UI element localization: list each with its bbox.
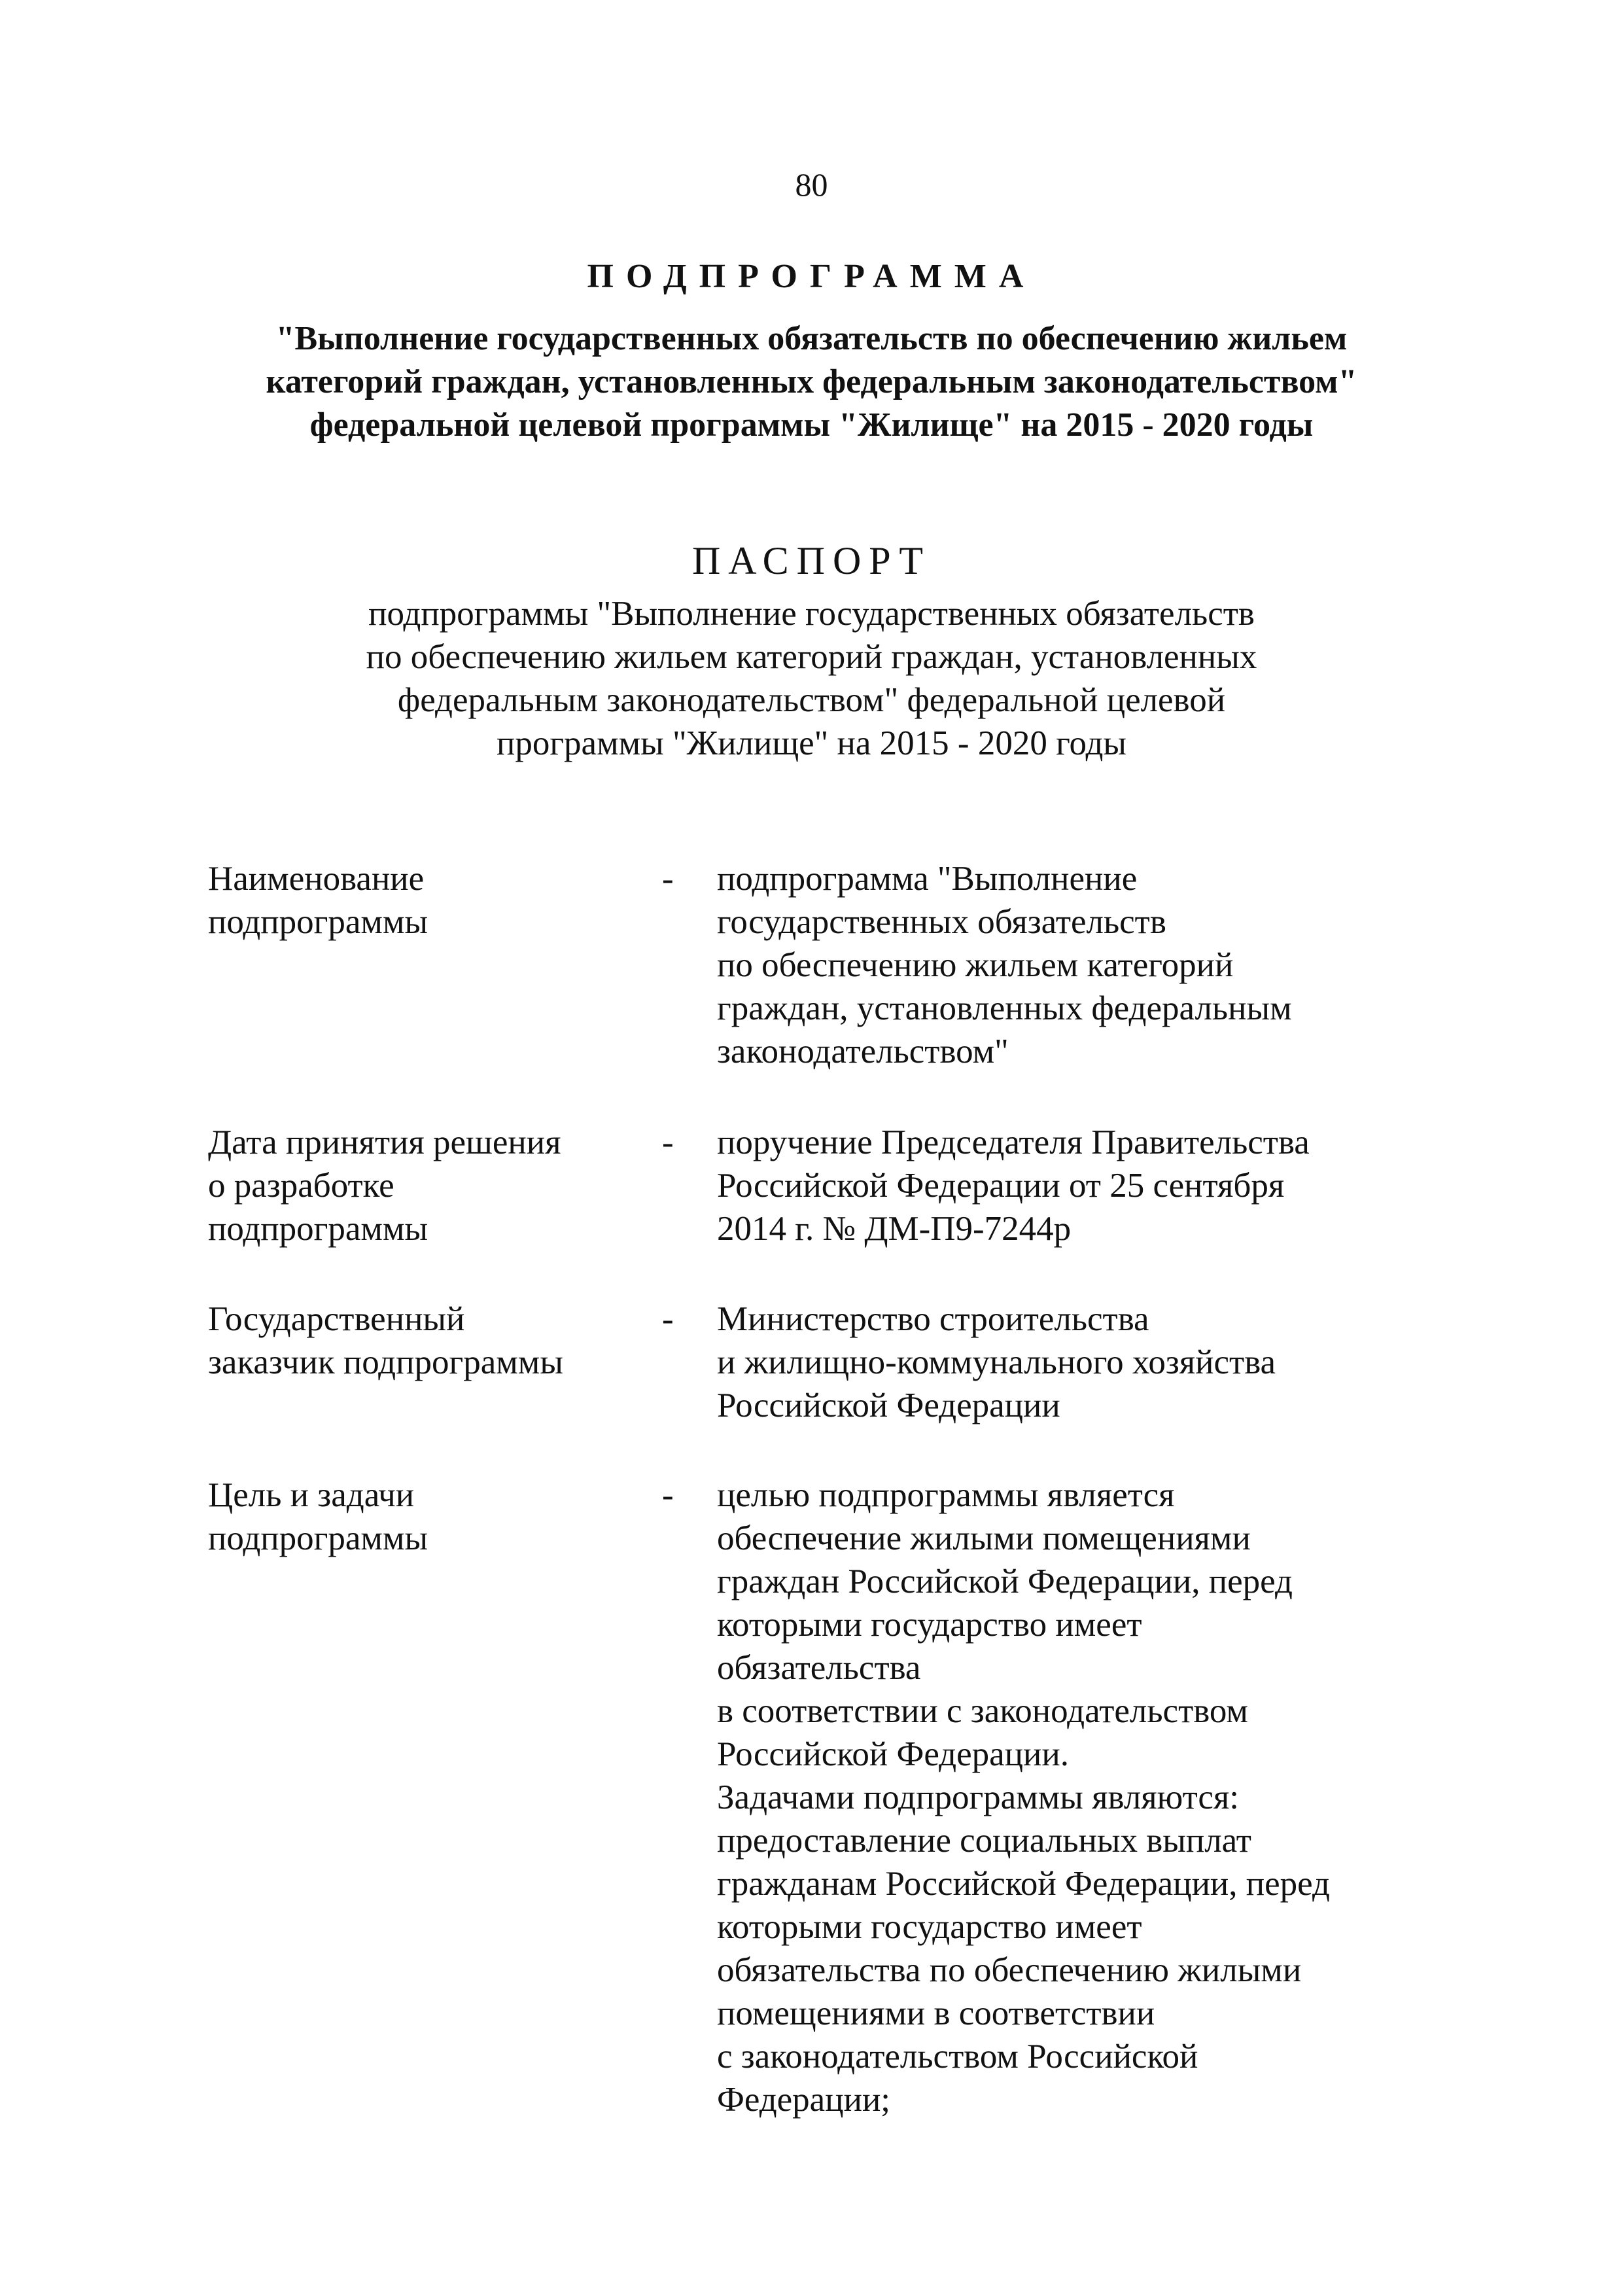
row-value-line: Российской Федерации bbox=[717, 1386, 1060, 1424]
row-value-line: обязательства bbox=[717, 1649, 921, 1687]
row-value-line: Министерство строительства bbox=[717, 1300, 1149, 1338]
row-value-line: Российской Федерации от 25 сентября bbox=[717, 1167, 1285, 1205]
row-value-line: помещениями в соответствии bbox=[717, 1994, 1155, 2032]
row-value-line: предоставление социальных выплат bbox=[717, 1822, 1251, 1860]
row-value-line: которыми государство имеет bbox=[717, 1606, 1142, 1644]
row-value-line: граждан, установленных федеральным bbox=[717, 989, 1292, 1027]
passport-subtitle-line: федеральным законодательством" федеральной целевой bbox=[397, 681, 1226, 719]
passport-subtitle-line: подпрограммы "Выполнение государственных обязательств bbox=[368, 595, 1255, 633]
row-label bbox=[208, 1474, 627, 1560]
row-label-line: подпрограммы bbox=[208, 903, 428, 941]
passport-subtitle-line: по обеспечению жильем категорий граждан, установленных bbox=[366, 638, 1257, 676]
row-value-line: по обеспечению жильем категорий bbox=[717, 946, 1234, 984]
row-value bbox=[717, 1121, 1502, 1250]
row-value-line: 2014 г. № ДМ-П9-7244р bbox=[717, 1210, 1072, 1248]
row-value-line: законодательством" bbox=[717, 1033, 1009, 1070]
row-label-line: заказчик подпрограммы bbox=[208, 1343, 563, 1381]
row-label-line: подпрограммы bbox=[208, 1519, 428, 1557]
row-value-line: в соответствии с законодательством bbox=[717, 1692, 1248, 1730]
row-label-line: подпрограммы bbox=[208, 1210, 428, 1248]
row-label bbox=[208, 1298, 627, 1384]
row-value-line: граждан Российской Федерации, перед bbox=[717, 1563, 1293, 1600]
row-value-line: целью подпрограммы является bbox=[717, 1476, 1175, 1514]
subprogram-header: ПОДПРОГРАММА bbox=[587, 258, 1036, 295]
subprogram-title-line: федеральной целевой программы "Жилище" на 2015 - 2020 годы bbox=[309, 406, 1314, 444]
page-number: 80 bbox=[795, 166, 828, 203]
row-value-line: и жилищно-коммунального хозяйства bbox=[717, 1343, 1276, 1381]
row-dash: - bbox=[662, 1476, 674, 1514]
row-value-line: государственных обязательств bbox=[717, 903, 1166, 941]
row-dash: - bbox=[662, 1123, 674, 1161]
row-value-line: обеспечение жилыми помещениями bbox=[717, 1519, 1251, 1557]
row-value bbox=[717, 1474, 1502, 2121]
passport-subtitle-line: программы "Жилище" на 2015 - 2020 годы bbox=[496, 724, 1127, 762]
row-value-line: Задачами подпрограммы являются: bbox=[717, 1778, 1240, 1816]
passport-subtitle bbox=[0, 592, 1623, 765]
row-label-line: Цель и задачи bbox=[208, 1476, 415, 1514]
row-value-line: подпрограмма "Выполнение bbox=[717, 860, 1138, 898]
row-label-line: Государственный bbox=[208, 1300, 465, 1338]
row-value-line: Российской Федерации. bbox=[717, 1735, 1069, 1773]
row-value-line: поручение Председателя Правительства bbox=[717, 1123, 1310, 1161]
row-label-line: о разработке bbox=[208, 1167, 394, 1205]
row-label-line: Дата принятия решения bbox=[208, 1123, 561, 1161]
subprogram-title-line: категорий граждан, установленных федеральным законодательством" bbox=[266, 363, 1357, 400]
passport-header: ПАСПОРТ bbox=[691, 539, 932, 582]
row-label bbox=[208, 1121, 627, 1250]
row-value-line: с законодательством Российской bbox=[717, 2038, 1198, 2075]
row-value-line: которыми государство имеет bbox=[717, 1908, 1142, 1946]
row-label-line: Наименование bbox=[208, 860, 425, 898]
row-value-line: Федерации; bbox=[717, 2081, 891, 2119]
row-value bbox=[717, 1298, 1502, 1427]
subprogram-title bbox=[0, 317, 1623, 447]
row-dash: - bbox=[662, 1300, 674, 1338]
row-value-line: обязательства по обеспечению жилыми bbox=[717, 1951, 1302, 1989]
subprogram-title-line: "Выполнение государственных обязательств по обеспечению жильем bbox=[275, 320, 1348, 357]
row-value bbox=[717, 857, 1502, 1073]
row-label bbox=[208, 857, 627, 944]
row-dash: - bbox=[662, 860, 674, 898]
row-value-line: гражданам Российской Федерации, перед bbox=[717, 1865, 1330, 1903]
